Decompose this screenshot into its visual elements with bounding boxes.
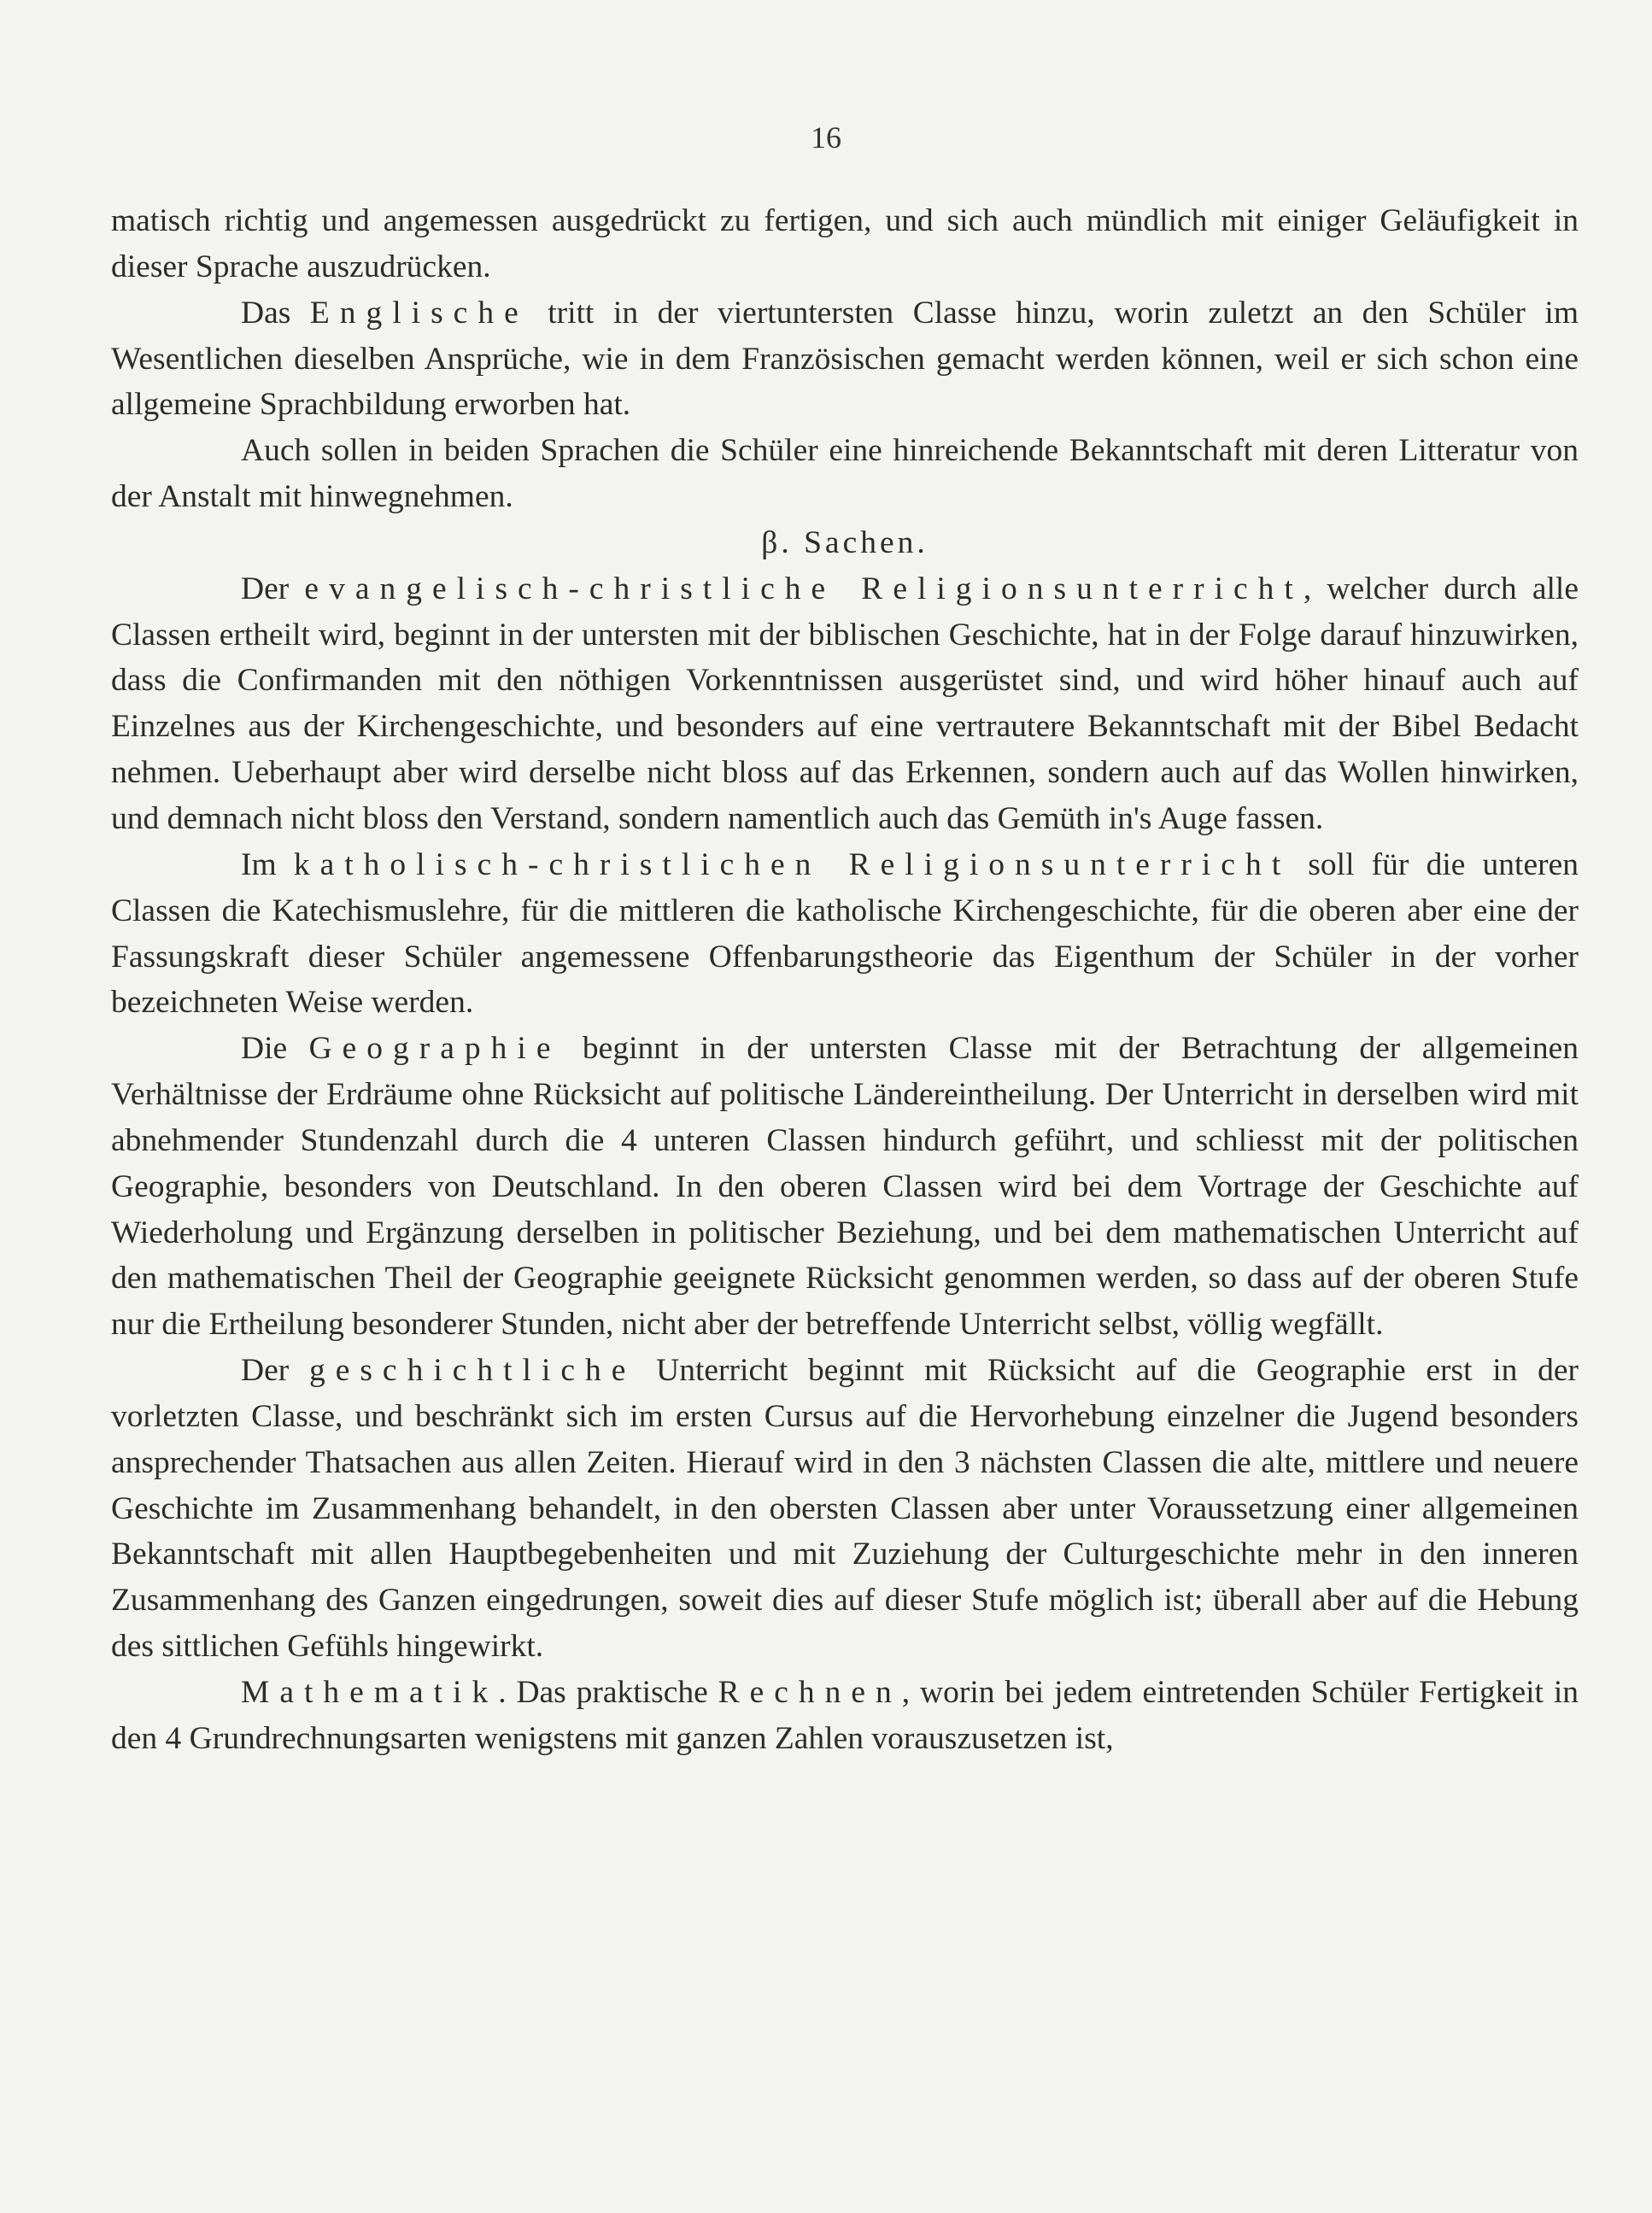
paragraph-text: , worin bei jedem eintretenden Schüler Fertigkeit in den 4 Grundrechnungsarten wenigstens mit ganzen Zahlen vorauszusetzen ist, [111, 1675, 1579, 1756]
paragraph-text: Unterricht beginnt mit Rücksicht auf die Geographie erst in der vorletzten Classe, und beschränkt sich im ersten Cursus auf die Hervorhebung einzelner die Jugend besonders ansprechender Thatsachen aus allen Zeiten. Hierauf wird in den 3 nächsten Classen die alte, mittlere und neuere Geschichte im Zusammenhang behandelt, in den obersten Classen aber unter Voraussetzung einer allgemeinen Bekanntschaft mit allen Hauptbegebenheiten und mit Zuziehung der Culturgeschichte mehr in den inneren Zusammenhang des Ganzen eingedrungen, soweit dies auf dieser Stufe möglich ist; überall aber auf die Hebung des sittlichen Gefühls hingewirkt. [111, 1353, 1579, 1665]
paragraph-text: Die [241, 1031, 309, 1067]
paragraph-text: beginnt in der untersten Classe mit der Betrachtung der allgemeinen Verhältnisse der Erdräume ohne Rücksicht auf politische Ländereintheilung. Der Unterricht in derselben wird mit abnehmender Stundenzahl durch die 4 unteren Classen hindurch geführt, und schliesst mit der politischen Geographie, besonders von Deutschland. In den oberen Classen wird bei dem Vortrage der Geschichte auf Wiederholung und Ergänzung derselben in politischer Beziehung, und bei dem mathematischen Unterricht auf den mathematischen Theil der Geographie geeignete Rücksicht genommen werden, so dass auf der oberen Stufe nur die Ertheilung besonderer Stunden, nicht aber der betreffende Unterricht selbst, völlig wegfällt. [111, 1031, 1579, 1343]
spaced-term: Englische [309, 295, 529, 331]
spaced-term: Rechnen [718, 1675, 902, 1710]
paragraph-text: soll für die unteren Classen die Katechismuslehre, für die mittleren die katholische Kirchengeschichte, für die oberen aber eine der Fassungskraft dieser Schüler angemessene Offenbarungstheorie das Eigenthum der Schüler in der vorher bezeichneten Weise werden. [111, 846, 1579, 1021]
paragraph-text: Der [241, 571, 305, 606]
paragraph-text: , welcher durch alle Classen ertheilt wird, beginnt in der untersten mit der biblischen Geschichte, hat in der Folge darauf hinzuwirken, dass die Confirmanden mit den nöthigen Vorkenntnissen ausgerüstet sind, und wird höher hinauf auch auf Einzelnes aus der Kirchengeschichte, und besonders auf eine vertrautere Bekanntschaft mit der Bibel Bedacht nehmen. Ueberhaupt aber wird derselbe nicht bloss auf das Erkennen, sondern auch auf das Wollen hinwirken, und demnach nicht bloss den Verstand, sondern namentlich auch das Gemüth in's Auge fassen. [111, 571, 1579, 836]
paragraph-text: Das [241, 295, 310, 331]
section-heading: β. Sachen. [761, 524, 929, 560]
paragraph-litteratur [111, 428, 1579, 520]
spaced-term: Geographie [308, 1031, 561, 1067]
paragraph-text: tritt in der viertuntersten Classe hinzu, worin zuletzt an den Schüler im Wesentlichen dieselben Ansprüche, wie in dem Französischen gemacht werden können, weil er sich schon eine allgemeine Sprachbildung erworben hat. [111, 295, 1579, 423]
paragraph-mathematik [111, 1670, 1579, 1762]
paragraph-geschichte [111, 1348, 1579, 1670]
paragraph-1 [111, 198, 1579, 290]
paragraph-text: Im [241, 846, 294, 882]
paragraph-text: Auch sollen in beiden Sprachen die Schüler eine hinreichende Bekanntschaft mit deren Litteratur von der Anstalt mit hinwegnehmen. [111, 433, 1579, 515]
paragraph-geographie [111, 1026, 1579, 1348]
paragraph-text: Der [241, 1353, 309, 1389]
spaced-term: evangelisch-christliche Religionsunterricht [304, 571, 1303, 606]
page-number: 16 [811, 120, 841, 155]
paragraph-evangelisch [111, 566, 1579, 842]
spaced-term: geschichtliche [308, 1353, 636, 1389]
body-text [111, 198, 1579, 1762]
paragraph-englische [111, 290, 1579, 429]
paragraph-text: . Das praktische [498, 1675, 718, 1710]
spaced-term: katholisch-christlichen Religionsunterricht [293, 846, 1292, 882]
paragraph-text: matisch richtig und angemessen ausgedrückt zu fertigen, und sich auch mündlich mit einiger Geläufigkeit in dieser Sprache auszudrücken. [111, 203, 1579, 284]
paragraph-katholisch [111, 842, 1579, 1026]
spaced-term: Mathematik [241, 1675, 499, 1710]
